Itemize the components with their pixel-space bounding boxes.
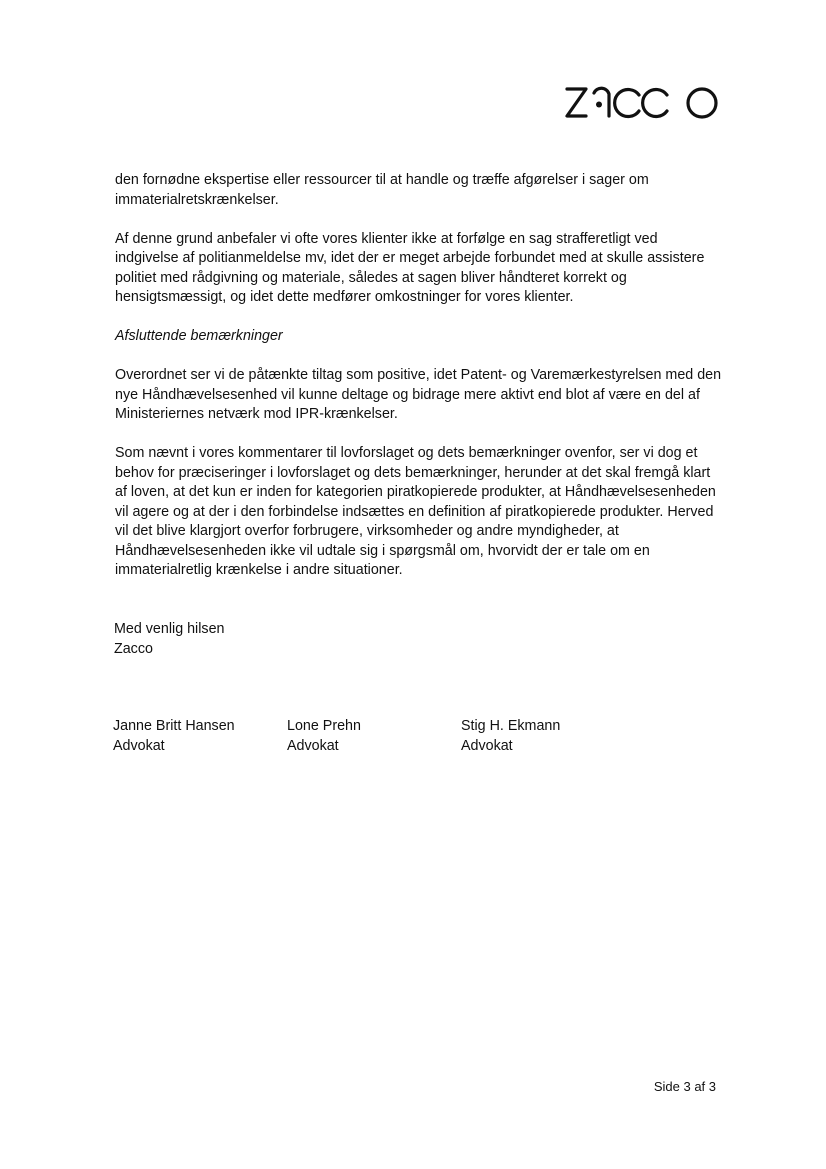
zacco-wordmark-logo-icon (564, 82, 724, 122)
body-paragraph: den fornødne ekspertise eller ressourcer til at handle og træffe afgørelser i sager om immaterialretskrænkelser. (115, 172, 649, 208)
signatory (113, 717, 235, 756)
signatory-title: Advokat (113, 737, 165, 754)
page-number: Side 3 af 3 (653, 1079, 716, 1094)
signatory-name: Janne Britt Hansen (113, 718, 235, 734)
body-paragraph: Af denne grund anbefaler vi ofte vores klienter ikke at forfølge en sag strafferetligt ved indgivelse af politianmeldelse mv, idet der er meget arbejde forbundet med at skulle assistere politiet med rådgivning og materiale, således at sagen bliver håndteret korrekt og hensigtsmæssigt, og idet dette medfører omkostninger for vores klienter. (115, 230, 705, 305)
body-paragraph: Overordnet ser vi de påtænkte tiltag som positive, idet Patent- og Varemærkestyrelsen med den nye Håndhævelsesenhed vil kunne deltage og bidrage mere aktivt end blot af være en del af Ministeriernes netværk mod IPR-krænkelser. (115, 367, 722, 422)
body-paragraph: Som nævnt i vores kommentarer til lovforslaget og dets bemærkninger ovenfor, ser vi dog et behov for præciseringer i lovforslaget og dets bemærkninger, herunder at det skal fremgå klart af loven, at det kun er inden for kategorien piratkopierede produkter, at Håndhævelsesenheden vil agere og at der i den forbindelse indsættes en definition af piratkopierede produkter. Herved vil det blive klargjort overfor forbrugere, virksomheder og andre myndigheder, at Håndhævelsesenheden ikke vil udtale sig i spørgsmål om, hvorvidt der er tale om en immaterialretlig krænkelse i andre situationer. (115, 445, 716, 578)
closing-greeting: Med venlig hilsen (114, 621, 225, 637)
signatory (461, 717, 560, 756)
signatory-name: Stig H. Ekmann (461, 718, 561, 734)
signatory-name: Lone Prehn (287, 718, 361, 734)
signatory-title: Advokat (287, 737, 339, 754)
letter-body (115, 171, 725, 600)
closing-company: Zacco (114, 640, 153, 657)
signatory (287, 717, 361, 756)
zacco-logo (564, 82, 724, 122)
section-heading: Afsluttende bemærkninger (115, 328, 283, 344)
signatory-title: Advokat (461, 737, 513, 754)
closing-block (114, 620, 224, 659)
